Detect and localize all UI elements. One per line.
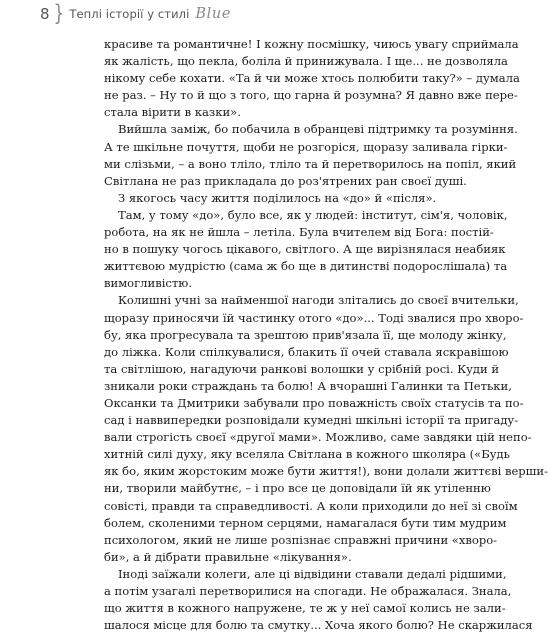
- text-line: до ліжка. Коли спілкувалися, блакить її очей ставала яскравішою: [104, 344, 509, 359]
- text-line: совісті, правди та справедливості. А коли приходили до неї зі своїм: [104, 498, 518, 513]
- text-line: психологом, який не лише розпізнає справжні причини «хворо-: [104, 532, 498, 547]
- text-line: болем, сколеними терном серцями, намагалася бути тим мудрим: [104, 515, 507, 530]
- text-line: робота, на як не йшла – летіла. Була вчителем від Бога: постій-: [104, 225, 494, 240]
- text-line: би», а й дібрати правильне «лікування».: [104, 549, 352, 564]
- running-title: Теплі історії у стилі: [69, 7, 190, 21]
- text-line: А те шкільне почуття, щоби не розгоріся, щоразу заливала гірки-: [104, 139, 508, 154]
- text-line: як жалість, що пекла, боліла й принижувала. І ще... не дозволяла: [104, 54, 508, 69]
- text-line: стала вірити в казки».: [104, 105, 241, 120]
- page-number: 8: [40, 5, 50, 23]
- text-line: красиве та романтичне! І кожну посмішку, чиюсь увагу сприймала: [104, 37, 519, 51]
- text-line: Там, у тому «до», було все, як у людей: інститут, сім'я, чоловік,: [118, 207, 508, 222]
- brace-ornament-icon: }: [53, 1, 65, 27]
- text-line: З якогось часу життя поділилось на «до» й «після».: [118, 190, 437, 205]
- text-line: хитній силі духу, яку вселяла Світлана в кожного школяра («Будь: [104, 447, 510, 462]
- text-line: зникали роки страждань та болю! А вчорашні Галинки та Петьки,: [104, 378, 512, 393]
- text-line: життєвою мудрістю (сама ж бо ще в дитинстві подорослішала) та: [104, 259, 508, 274]
- text-line: Колишні учні за найменшої нагоди злітались до своєї вчительки,: [118, 293, 519, 308]
- text-line: вимогливістю.: [104, 276, 192, 291]
- text-line: сад і наввипередки розповідали кумедні шкільні історії та пригаду-: [104, 413, 519, 428]
- text-line: шалося місце для болю та смутку... Хоча якого болю? Не скаржилася: [104, 618, 533, 633]
- text-line: що життя в кожного напружене, те ж у неї самої колись не зали-: [104, 601, 506, 616]
- text-line: щоразу приносячи їй частинку отого «до»... Тоді звалися про хворо-: [104, 310, 524, 325]
- text-line: вали строгість своєї «другої мами». Можливо, саме завдяки цій непо-: [104, 430, 532, 445]
- body-text: [104, 36, 548, 634]
- brand-wordmark: Blue: [195, 6, 232, 22]
- text-line: не раз. – Ну то й що з того, що гарна й розумна? Я давно вже пере-: [104, 88, 518, 103]
- text-line: як бо, яким жорстоким може бути життя!), вони долали життєві верши-: [104, 464, 548, 479]
- text-line: Світлана не раз прикладала до роз'ятрених ран своєї душі.: [104, 173, 467, 188]
- text-line: Вийшла заміж, бо побачила в обранцеві підтримку та розуміння.: [118, 122, 518, 137]
- text-line: ми слізьми, – а воно тліло, тліло та й перетворилось на попіл, який: [104, 156, 517, 171]
- page-header: [40, 3, 231, 25]
- text-line: но в пошуку чогось цікавого, світлого. А ще вирізнялася неабияк: [104, 242, 506, 257]
- text-line: Оксанки та Дмитрики забували про поважність своїх статусів та по-: [104, 395, 524, 410]
- text-line: ни, творили майбутнє, – і про все це доповідали їй як утіленню: [104, 481, 491, 496]
- text-line: а потім узагалі перетворилися на спогади. Не ображалася. Знала,: [104, 584, 512, 598]
- text-line: бу, яка прогресувала та зрештою прив'язала її, ще молоду жінку,: [104, 327, 507, 342]
- text-line: Іноді заїжали колеги, але ці відвідини ставали дедалі рідшими,: [118, 566, 507, 581]
- text-line: нікому себе кохати. «Та й чи може хтось полюбити таку?» – думала: [104, 71, 520, 86]
- text-line: та світлішою, нагадуючи ранкові волошки у срібній росі. Куди й: [104, 361, 500, 376]
